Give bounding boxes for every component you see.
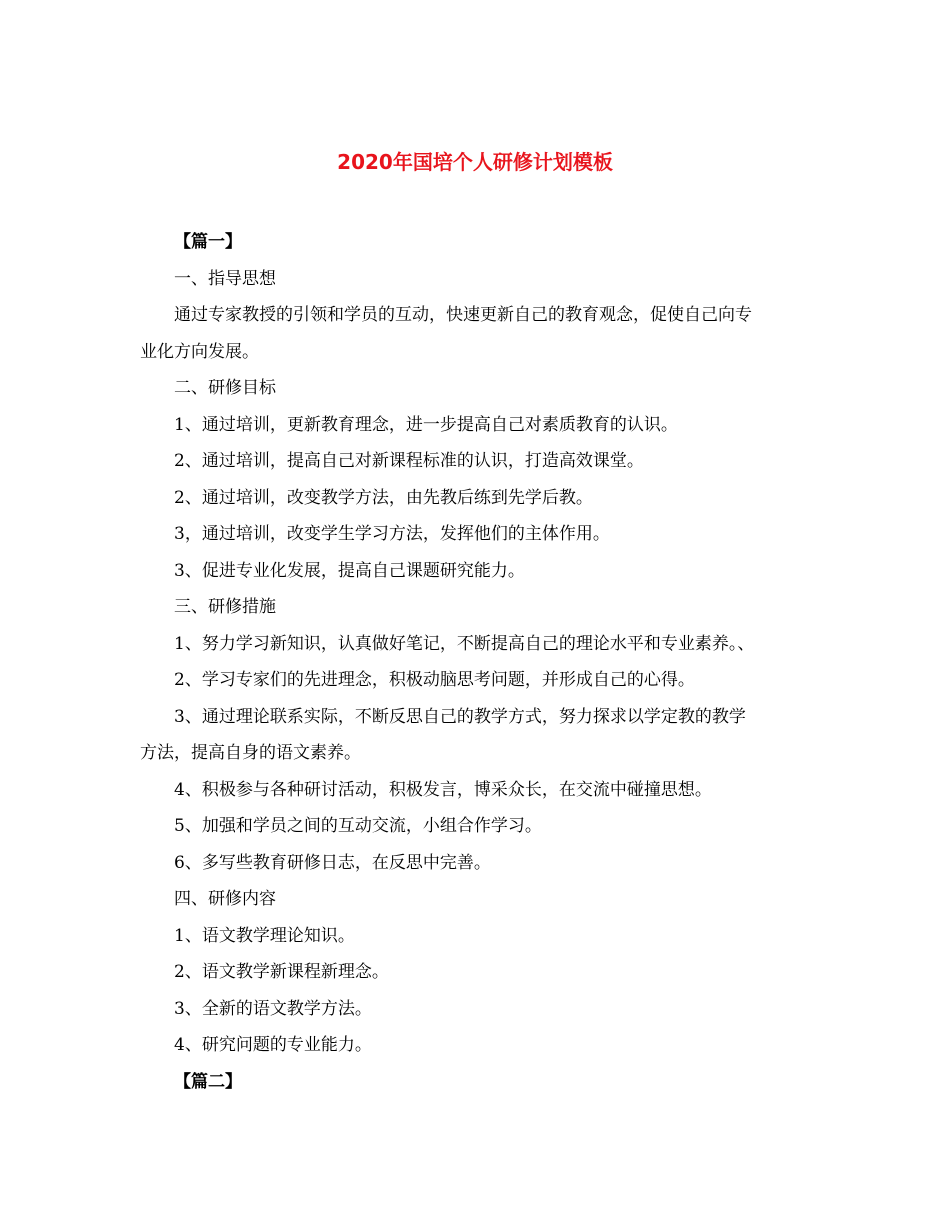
list-item: 3、促进专业化发展，提高自己课题研究能力。: [174, 560, 525, 581]
list-item: 4、积极参与各种研讨活动，积极发言，博采众长，在交流中碰撞思想。: [174, 779, 712, 800]
section4-heading: 四、研修内容: [174, 889, 276, 909]
list-item: 1、通过培训，更新教育理念，进一步提高自己对素质教育的认识。: [174, 414, 678, 435]
list-item: 5、加强和学员之间的互动交流，小组合作学习。: [174, 816, 542, 836]
list-item: 3、全新的语文教学方法。: [174, 998, 372, 1019]
list-item: 2、学习专家们的先进理念，积极动脑思考问题，并形成自己的心得。: [174, 670, 695, 690]
list-item: 1、努力学习新知识，认真做好笔记，不断提高自己的理论水平和专业素养。、: [174, 633, 755, 654]
section1-heading: 一、指导思想: [174, 268, 276, 289]
part1-label: 【篇一】: [174, 232, 242, 252]
section1-paragraph-line1: 通过专家教授的引领和学员的互动，快速更新自己的教育观念，促使自己向专: [174, 305, 752, 325]
section3-heading: 三、研修措施: [174, 597, 276, 617]
section1-paragraph-line2: 业化方向发展。: [140, 341, 259, 362]
part2-label: 【篇二】: [174, 1071, 242, 1092]
document-title: 2020年国培个人研修计划模板: [337, 150, 613, 174]
document-body: [140, 224, 820, 1100]
list-item: 6、多写些教育研修日志，在反思中完善。: [174, 852, 491, 873]
list-item: 1、语文教学理论知识。: [174, 925, 355, 946]
section2-heading: 二、研修目标: [174, 378, 276, 398]
list-item: 4、研究问题的专业能力。: [174, 1035, 372, 1055]
list-item: 2、通过培训，提高自己对新课程标准的认识，打造高效课堂。: [174, 451, 644, 471]
section3-item3-line2: 方法，提高自身的语文素养。: [140, 743, 361, 763]
section3-item3-line1: 3、通过理论联系实际，不断反思自己的教学方式，努力探求以学定教的教学: [174, 706, 746, 727]
list-item: 2、通过培训，改变教学方法，由先教后练到先学后教。: [174, 487, 593, 508]
list-item: 3，通过培训，改变学生学习方法，发挥他们的主体作用。: [174, 524, 610, 544]
list-item: 2、语文教学新课程新理念。: [174, 962, 389, 982]
